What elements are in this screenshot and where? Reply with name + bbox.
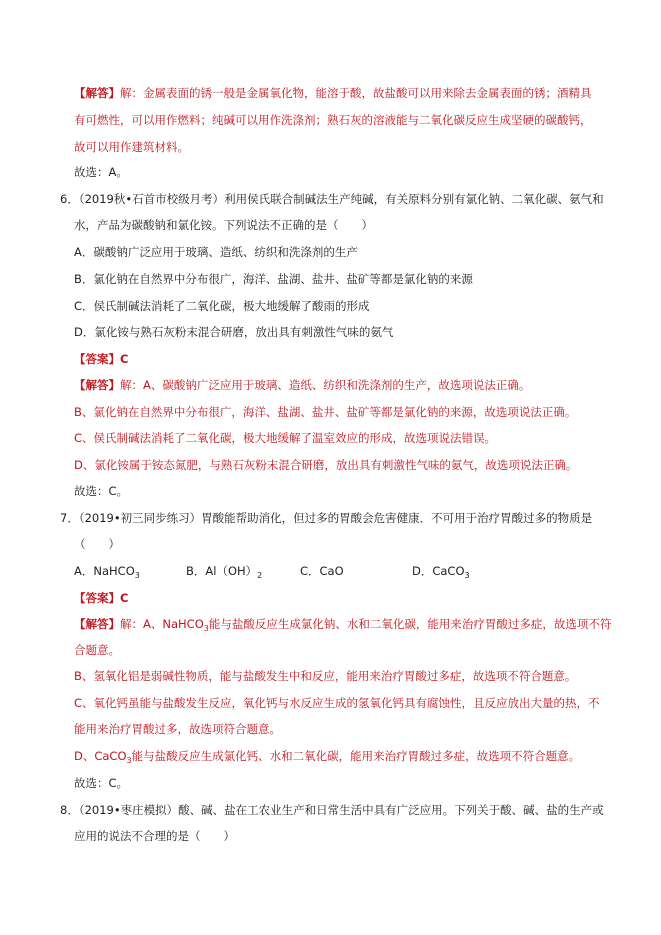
q7-analysis-line-4: C、氧化钙虽能与盐酸发生反应，氧化钙与水反应生成的氢氧化钙具有腐蚀性，且反应放出大量的热，不 [74,696,600,710]
prev-analysis-line-2: 有可燃性，可以用作燃料；纯碱可以用作洗涤剂；熟石灰的溶液能与二氧化碳反应生成坚硬的碳酸钙， [74,113,592,127]
q6-analysis-line-1: 【解答】解：A、碳酸钠广泛应用于玻璃、造纸、纺织和洗涤剂的生产，故选项说法正确。 [74,378,531,392]
q7-analysis-line-3: B、氢氧化铝是弱碱性物质，能与盐酸发生中和反应，能用来治疗胃酸过多症，故选项不符合题意。 [74,669,577,683]
q7-answer: 【答案】C [74,591,129,605]
analysis-tag: 【解答】 [74,86,120,100]
prev-analysis-line-1: 【解答】解：金属表面的锈一般是金属氧化物，能溶于酸，故盐酸可以用来除去金属表面的锈；酒精具 [74,86,592,100]
q6-option-c: C．侯氏制碱法消耗了二氧化碳，极大地缓解了酸雨的形成 [74,299,370,313]
q7-analysis-line-2: 合题意。 [74,643,120,657]
q7-option-b: B．$Al(OH)_2$ [186,564,263,580]
q6-stem-line-1: 6．（2019秋•石首市校级月考）利用侯氏联合制碱法生产纯碱，有关原料分别有氯化钠、二氧化碳、氨气和 [60,192,604,206]
q6-analysis-line-3: C、侯氏制碱法消耗了二氧化碳，极大地缓解了温室效应的形成，故选项说法错误。 [74,431,497,445]
q8-stem-line-1: 8．（2019•枣庄模拟）酸、碱、盐在工农业生产和日常生活中具有广泛应用。下列关于酸、碱、盐的生产或 [60,803,604,817]
q7-option-a: A．NaHCO$_3$ [74,564,140,580]
q6-choice: 故选：C。 [74,484,129,498]
q7-option-d: D．CaCO$_3$ [412,564,470,580]
q7-choice: 故选：C。 [74,776,129,790]
q6-answer: 【答案】C [74,352,129,366]
q6-analysis-line-4: D、氯化铵属于铵态氮肥，与熟石灰粉末混合研磨，放出具有刺激性气味的氨气，故选项说法正确。 [74,458,578,472]
prev-choice: 故选：A。 [74,165,128,179]
q6-option-b: B．氯化钠在自然界中分布很广，海洋、盐湖、盐井、盐矿等都是氯化钠的来源 [74,272,473,286]
q6-stem-line-2: 水，产品为碳酸钠和氯化铵。下列说法不正确的是（ ） [74,218,373,232]
q6-option-a: A．碳酸钠广泛应用于玻璃、造纸、纺织和洗涤剂的生产 [74,245,358,259]
q7-analysis-line-5: 能用来治疗胃酸过多，故选项符合题意。 [74,722,281,736]
q6-option-d: D．氯化铵与熟石灰粉末混合研磨，放出具有刺激性气味的氨气 [74,325,394,339]
prev-analysis-line-3: 故可以用作建筑材料。 [74,140,189,154]
q7-stem-line-1: 7．（2019•初三同步练习）胃酸能帮助消化，但过多的胃酸会危害健康．不可用于治疗胃酸过多的物质是 [60,511,593,525]
q7-analysis-line-1: 【解答】解：A、NaHCO$_3$能与盐酸反应生成氯化钠、水和二氧化碳，能用来治疗胃酸过多症，故选项不符 [74,617,612,633]
analysis-tag: 【解答】 [74,378,120,392]
q8-stem-line-2: 应用的说法不合理的是（ ） [74,829,235,843]
q6-analysis-line-2: B、氯化钠在自然界中分布很广，海洋、盐湖、盐井、盐矿等都是氯化钠的来源，故选项说法正确。 [74,405,577,419]
analysis-tag: 【解答】 [74,617,120,631]
q7-option-c: C．CaO [300,564,344,578]
q7-analysis-line-6: D、CaCO$_3$能与盐酸反应生成氯化钙、水和二氧化碳，能用来治疗胃酸过多症，故选项不符合题意。 [74,749,581,765]
q7-stem-line-2: （ ） [74,537,120,551]
